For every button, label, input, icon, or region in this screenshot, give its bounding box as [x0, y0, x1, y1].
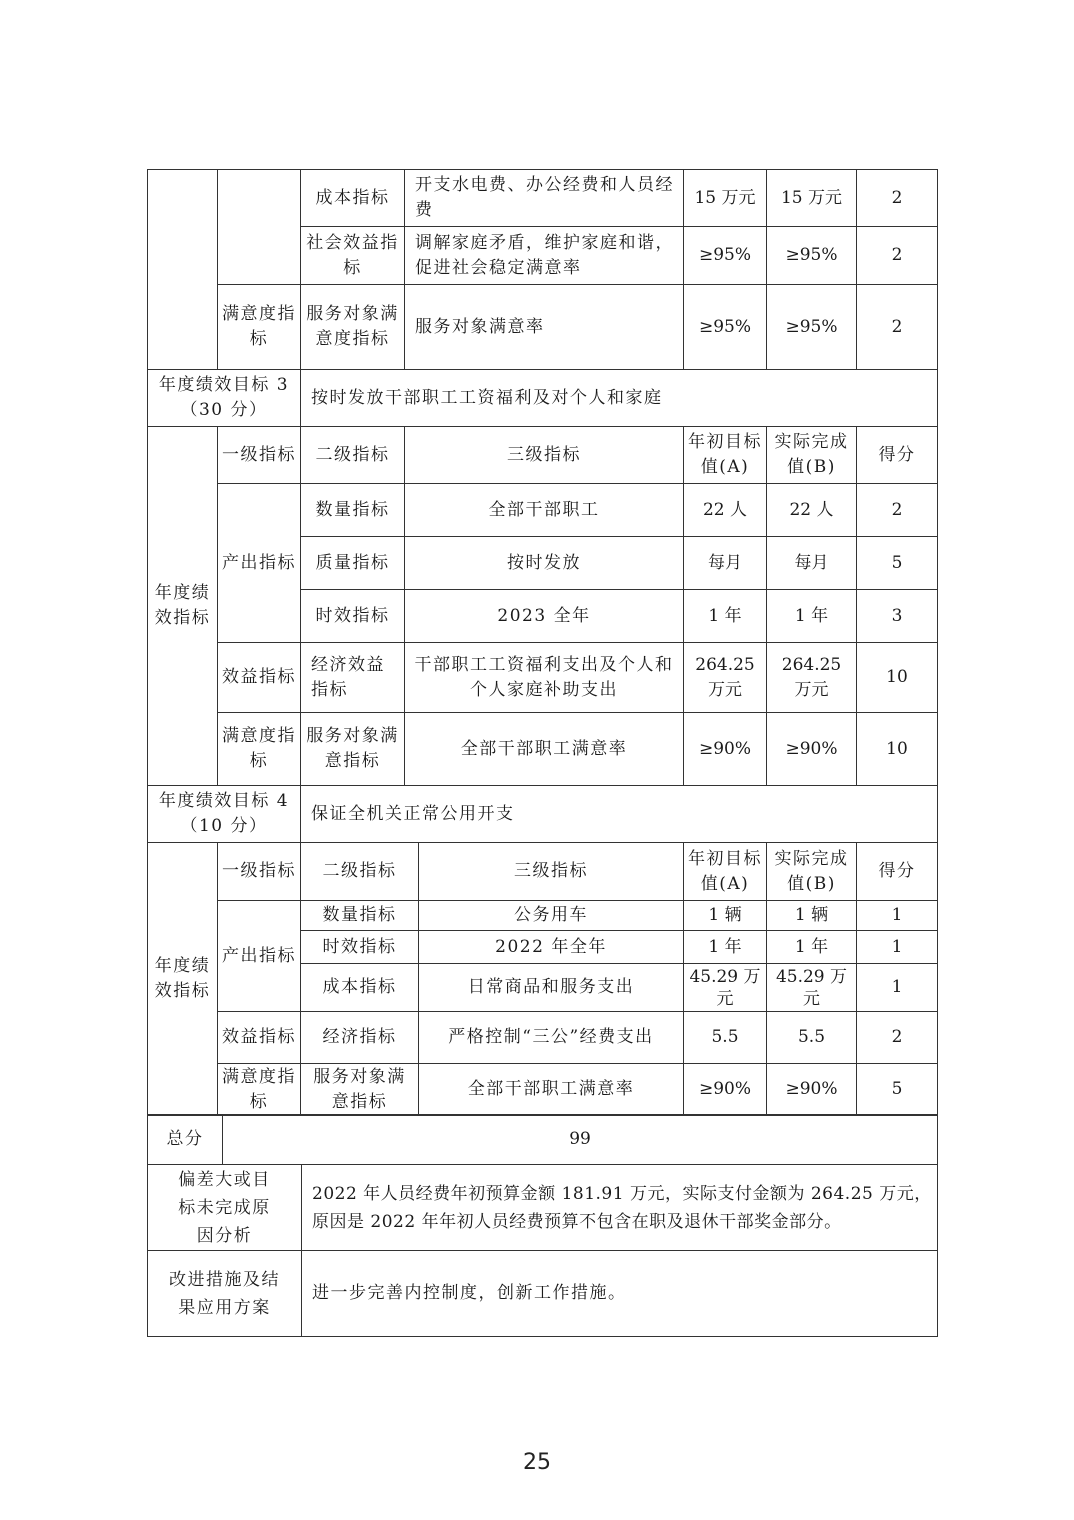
blank-cell — [218, 170, 301, 285]
score-cell: 5 — [857, 1064, 938, 1116]
header-score: 得分 — [857, 427, 938, 484]
header-score: 得分 — [857, 843, 938, 901]
level1-cell: 满意度指标 — [218, 1064, 301, 1116]
level2-cell: 服务对象满意度指标 — [301, 285, 405, 370]
target-value-cell: 5.5 — [684, 1012, 767, 1064]
header-row — [148, 427, 938, 484]
table-row — [148, 901, 938, 931]
deviation-row — [148, 1165, 938, 1251]
goal3-label — [148, 370, 301, 427]
score-cell: 2 — [857, 1012, 938, 1064]
actual-value-cell: ≥95% — [767, 285, 857, 370]
actual-value-cell: 15 万元 — [767, 170, 857, 227]
total-label: 总分 — [148, 1115, 223, 1165]
goal4-label — [148, 786, 301, 843]
actual-value-cell: 每月 — [767, 537, 857, 590]
score-cell: 1 — [857, 931, 938, 964]
indicator-group-label: 年度绩效指标 — [148, 427, 218, 786]
score-cell: 2 — [857, 484, 938, 537]
target-value-cell: 45.29 万元 — [684, 964, 767, 1012]
header-target-value: 年初目标值(A) — [684, 843, 767, 901]
table-row — [148, 170, 938, 227]
table-row — [148, 285, 938, 370]
level3-cell: 服务对象满意率 — [405, 285, 684, 370]
actual-value-cell: ≥90% — [767, 1064, 857, 1116]
table-row — [148, 1064, 938, 1116]
deviation-label: 偏差大或目标未完成原因分析 — [148, 1165, 302, 1251]
target-value-cell: 22 人 — [684, 484, 767, 537]
table-row — [148, 643, 938, 713]
improvement-row — [148, 1251, 938, 1337]
level3-cell: 开支水电费、办公经费和人员经费 — [405, 170, 684, 227]
table-row — [148, 484, 938, 537]
actual-value-cell: ≥90% — [767, 713, 857, 786]
actual-value-cell: 264.25 万元 — [767, 643, 857, 713]
target-value-cell: ≥90% — [684, 1064, 767, 1116]
level2-cell: 质量指标 — [301, 537, 405, 590]
level1-cell: 效益指标 — [218, 643, 301, 713]
level2-cell: 时效指标 — [301, 590, 405, 643]
improvement-label: 改进措施及结果应用方案 — [148, 1251, 302, 1337]
score-cell: 10 — [857, 713, 938, 786]
header-actual-value: 实际完成值(B) — [767, 843, 857, 901]
level3-cell: 调解家庭矛盾，维护家庭和谐，促进社会稳定满意率 — [405, 227, 684, 285]
level2-cell: 数量指标 — [301, 901, 419, 931]
level2-cell: 服务对象满意指标 — [301, 1064, 419, 1116]
level2-cell: 社会效益指标 — [301, 227, 405, 285]
performance-table-part1 — [147, 169, 938, 843]
target-value-cell: ≥90% — [684, 713, 767, 786]
actual-value-cell: 1 辆 — [767, 901, 857, 931]
header-target-value: 年初目标值(A) — [684, 427, 767, 484]
header-level1: 一级指标 — [218, 843, 301, 901]
goal4-text: 保证全机关正常公用开支 — [301, 786, 938, 843]
improvement-text: 进一步完善内控制度，创新工作措施。 — [302, 1251, 938, 1337]
target-value-cell: 每月 — [684, 537, 767, 590]
header-actual-value: 实际完成值(B) — [767, 427, 857, 484]
score-cell: 2 — [857, 285, 938, 370]
indicator-group-label: 年度绩效指标 — [148, 843, 218, 1116]
header-level2: 二级指标 — [301, 427, 405, 484]
level3-cell: 日常商品和服务支出 — [419, 964, 684, 1012]
score-cell: 1 — [857, 901, 938, 931]
goal3-label-line1: 年度绩效目标 3 — [158, 375, 290, 395]
actual-value-cell: 1 年 — [767, 931, 857, 964]
output-indicator-label: 产出指标 — [218, 484, 301, 643]
total-row — [148, 1115, 938, 1165]
level1-cell: 效益指标 — [218, 1012, 301, 1064]
level3-cell: 干部职工工资福利支出及个人和个人家庭补助支出 — [405, 643, 684, 713]
goal3-label-line2: （30 分） — [180, 400, 268, 420]
score-cell: 2 — [857, 170, 938, 227]
header-row — [148, 843, 938, 901]
target-value-cell: 15 万元 — [684, 170, 767, 227]
total-value: 99 — [223, 1115, 938, 1165]
score-cell: 5 — [857, 537, 938, 590]
header-level2: 二级指标 — [301, 843, 419, 901]
level2-cell: 时效指标 — [301, 931, 419, 964]
header-level3: 三级指标 — [419, 843, 684, 901]
score-cell: 3 — [857, 590, 938, 643]
header-level3: 三级指标 — [405, 427, 684, 484]
score-cell: 1 — [857, 964, 938, 1012]
score-cell: 10 — [857, 643, 938, 713]
target-value-cell: 1 年 — [684, 931, 767, 964]
level1-cell: 满意度指标 — [218, 285, 301, 370]
level2-cell: 经济指标 — [301, 1012, 419, 1064]
performance-table-part2 — [147, 842, 938, 1116]
goal3-row — [148, 370, 938, 427]
target-value-cell: ≥95% — [684, 227, 767, 285]
output-indicator-label: 产出指标 — [218, 901, 301, 1012]
level3-cell: 按时发放 — [405, 537, 684, 590]
table-row — [148, 1012, 938, 1064]
level3-cell: 公务用车 — [419, 901, 684, 931]
target-value-cell: 1 辆 — [684, 901, 767, 931]
actual-value-cell: 5.5 — [767, 1012, 857, 1064]
blank-cell — [148, 170, 218, 370]
goal3-text: 按时发放干部职工工资福利及对个人和家庭 — [301, 370, 938, 427]
actual-value-cell: 1 年 — [767, 590, 857, 643]
table-row — [148, 713, 938, 786]
target-value-cell: 1 年 — [684, 590, 767, 643]
level2-cell: 成本指标 — [301, 964, 419, 1012]
goal4-row — [148, 786, 938, 843]
level2-cell: 数量指标 — [301, 484, 405, 537]
goal4-label-line1: 年度绩效目标 4 — [158, 791, 290, 811]
summary-table — [147, 1114, 938, 1337]
deviation-text: 2022 年人员经费年初预算金额 181.91 万元，实际支付金额为 264.25 万元，原因是 2022 年年初人员经费预算不包含在职及退休干部奖金部分。 — [302, 1165, 938, 1251]
target-value-cell: ≥95% — [684, 285, 767, 370]
page-number: 25 — [523, 1450, 551, 1475]
level3-cell: 全部干部职工满意率 — [419, 1064, 684, 1116]
actual-value-cell: 45.29 万元 — [767, 964, 857, 1012]
level3-cell: 全部干部职工满意率 — [405, 713, 684, 786]
target-value-cell: 264.25 万元 — [684, 643, 767, 713]
level3-cell: 2022 年全年 — [419, 931, 684, 964]
level2-cell: 成本指标 — [301, 170, 405, 227]
score-cell: 2 — [857, 227, 938, 285]
level3-cell: 严格控制“三公”经费支出 — [419, 1012, 684, 1064]
level2-cell: 服务对象满意指标 — [301, 713, 405, 786]
header-level1: 一级指标 — [218, 427, 301, 484]
level3-cell: 2023 全年 — [405, 590, 684, 643]
level3-cell: 全部干部职工 — [405, 484, 684, 537]
level1-cell: 满意度指标 — [218, 713, 301, 786]
level2-cell: 经济效益指标 — [301, 643, 405, 713]
goal4-label-line2: （10 分） — [180, 816, 268, 836]
actual-value-cell: 22 人 — [767, 484, 857, 537]
actual-value-cell: ≥95% — [767, 227, 857, 285]
